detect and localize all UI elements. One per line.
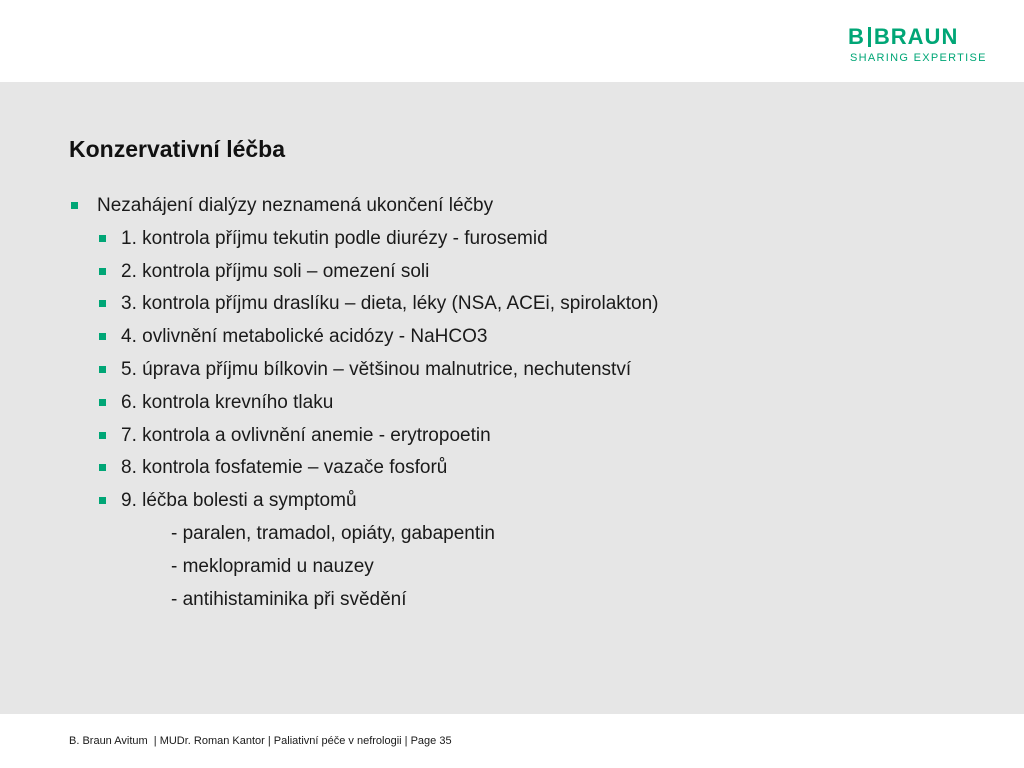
list-item (69, 223, 659, 256)
slide-title: Konzervativní léčba (69, 136, 286, 162)
list-item-text: 3. kontrola příjmu draslíku – dieta, léky (NSA, ACEi, spirolakton) (121, 293, 659, 315)
list-item (69, 452, 659, 485)
logo-brand-name: BRAUN (873, 24, 959, 49)
footer-text: B. Braun Avitum | MUDr. Roman Kantor | Paliativní péče v nefrologii | Page 35 (69, 735, 452, 747)
list-item (69, 190, 659, 223)
list-item (69, 256, 659, 289)
list-item (69, 518, 659, 551)
square-bullet-icon (99, 464, 106, 471)
square-bullet-icon (99, 300, 106, 307)
square-bullet-icon (99, 432, 106, 439)
list-item-text: 9. léčba bolesti a symptomů (121, 490, 357, 512)
logo-letter-b: B (848, 24, 865, 49)
list-item (69, 288, 659, 321)
list-item (69, 551, 659, 584)
list-item-text: Nezahájení dialýzy neznamená ukončení léčby (97, 195, 494, 216)
b-braun-logo (848, 24, 988, 68)
list-item-text: 4. ovlivnění metabolické acidózy - NaHCO3 (121, 326, 488, 348)
list-item (69, 354, 659, 387)
list-item-text: - meklopramid u nauzey (171, 555, 374, 577)
square-bullet-icon (99, 268, 106, 275)
square-bullet-icon (99, 235, 106, 242)
square-bullet-icon (71, 202, 78, 209)
square-bullet-icon (99, 399, 106, 406)
bullet-list (69, 190, 659, 616)
list-item (69, 485, 659, 518)
list-item (69, 321, 659, 354)
logo-divider (868, 27, 871, 47)
logo-wordmark (848, 24, 988, 50)
square-bullet-icon (99, 366, 106, 373)
list-item-text: 2. kontrola příjmu soli – omezení soli (121, 260, 430, 282)
list-item (69, 387, 659, 420)
list-item-text: 5. úprava příjmu bílkovin – většinou malnutrice, nechutenství (121, 358, 632, 380)
list-item (69, 584, 659, 617)
list-item-text: - antihistaminika při svědění (171, 588, 407, 610)
square-bullet-icon (99, 497, 106, 504)
list-item-text: 7. kontrola a ovlivnění anemie - erytropoetin (121, 424, 491, 446)
list-item (69, 420, 659, 453)
list-item-text: - paralen, tramadol, opiáty, gabapentin (171, 522, 495, 544)
list-item-text: 1. kontrola příjmu tekutin podle diurézy - furosemid (121, 227, 548, 249)
logo-tagline: SHARING EXPERTISE (850, 52, 987, 64)
header (0, 0, 1024, 82)
list-item-text: 6. kontrola krevního tlaku (121, 391, 334, 413)
list-item-text: 8. kontrola fosfatemie – vazače fosforů (121, 457, 448, 479)
square-bullet-icon (99, 333, 106, 340)
